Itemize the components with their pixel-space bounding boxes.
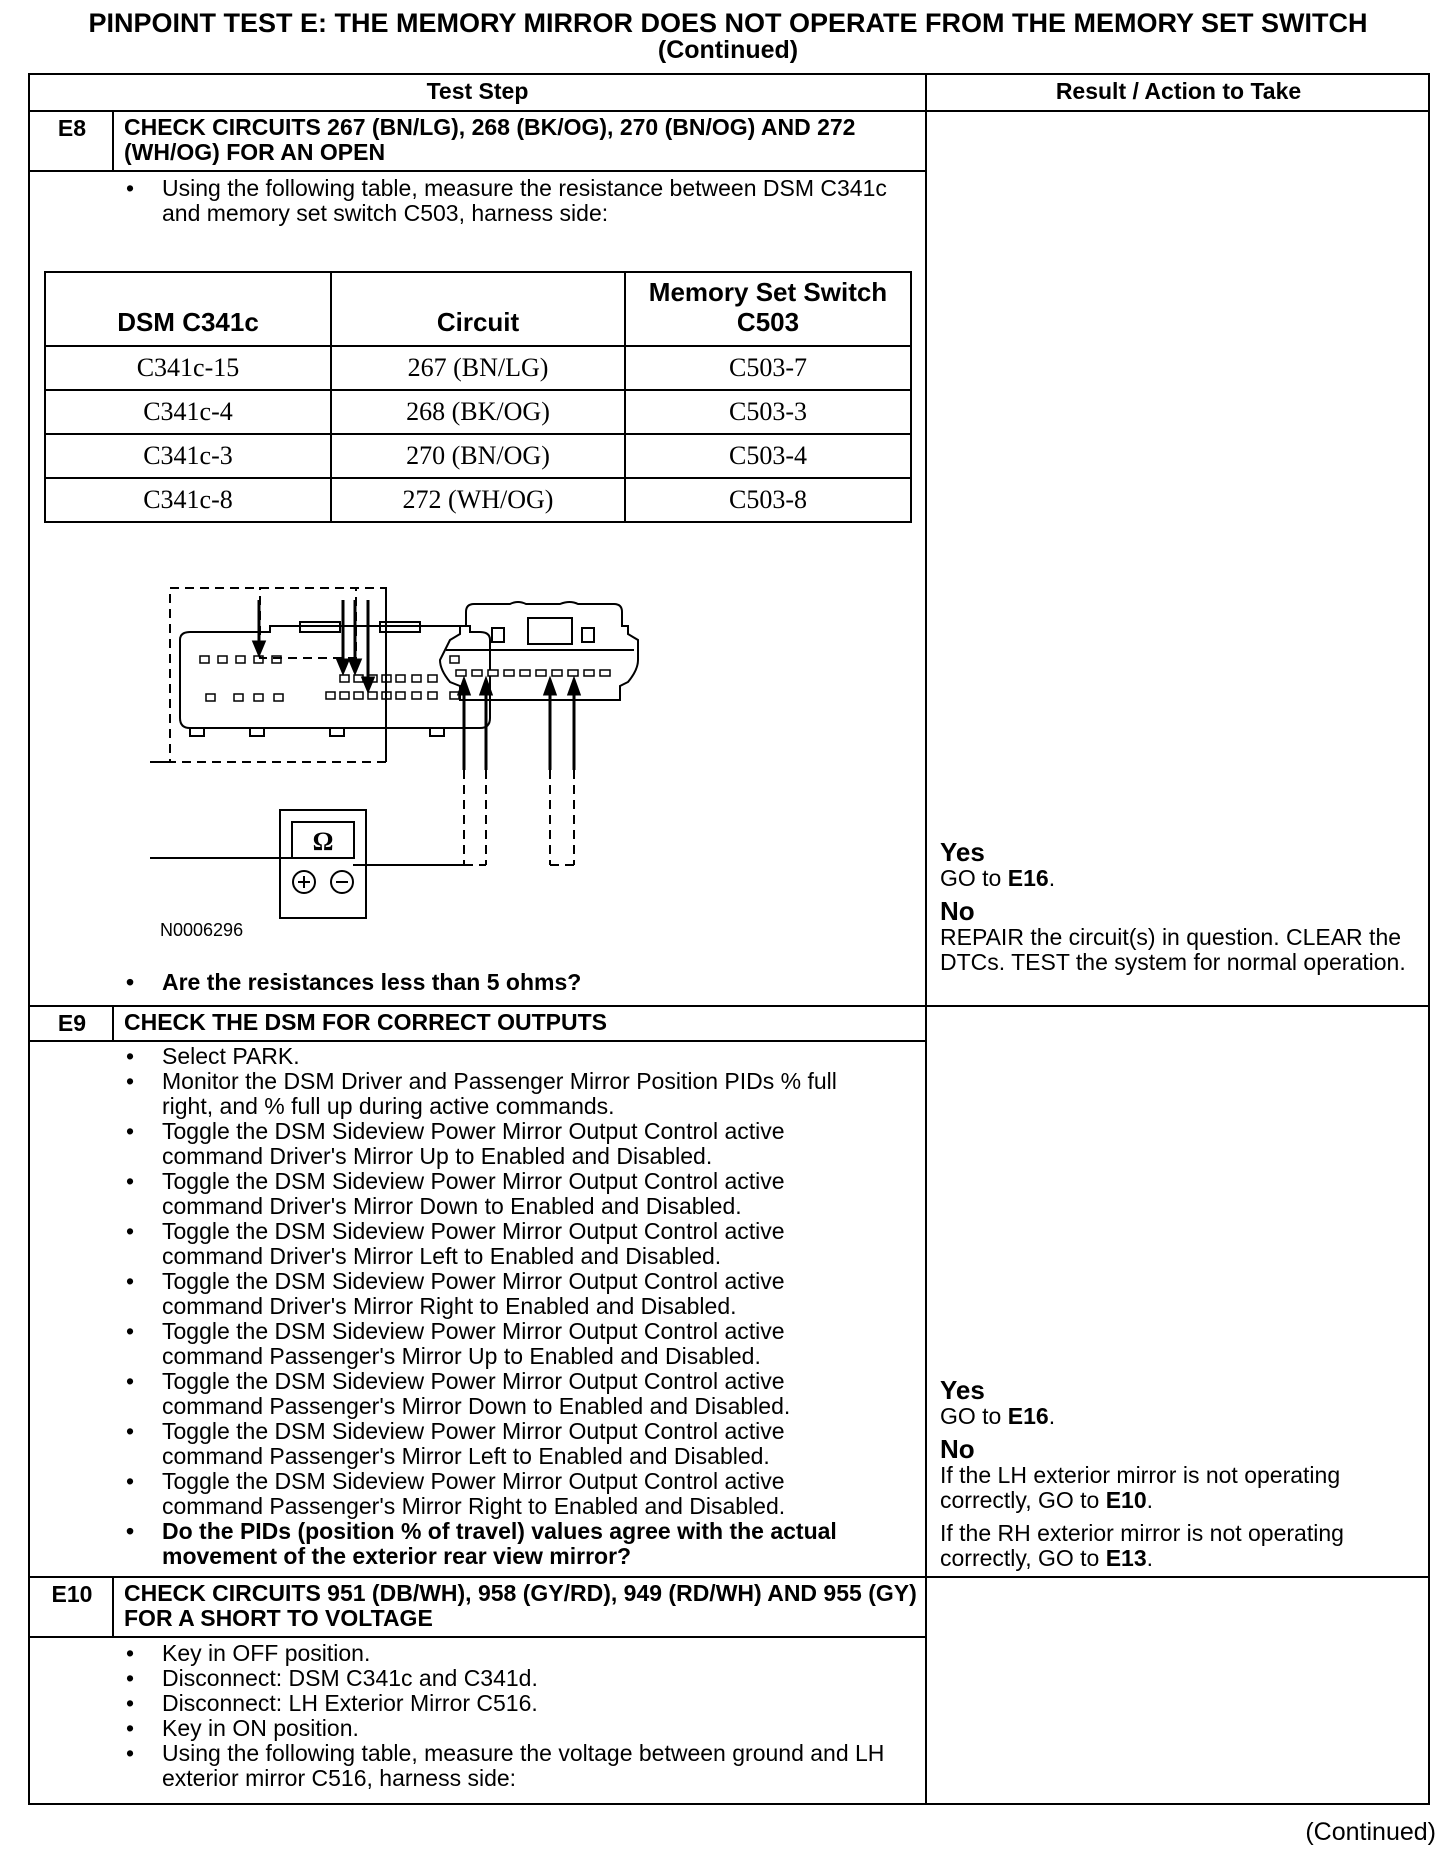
- list-item: • Select PARK.: [126, 1044, 886, 1069]
- list-item: • Toggle the DSM Sideview Power Mirror Output Control active command Driver's Mirror Down to Enabled and Disabled.: [126, 1169, 886, 1219]
- list-item: • Toggle the DSM Sideview Power Mirror Output Control active command Passenger's Mirror Down to Enabled and Disabled.: [126, 1369, 886, 1419]
- ohm-symbol: Ω: [312, 827, 334, 856]
- continued-footer: (Continued): [1305, 1818, 1436, 1846]
- e8-title-divider: [28, 170, 926, 172]
- dsm-pins: [200, 656, 459, 701]
- header-divider: [28, 110, 1430, 112]
- list-item: • Disconnect: DSM C341c and C341d.: [126, 1666, 886, 1691]
- no-label: No: [940, 1434, 975, 1464]
- list-item: • Are the resistances less than 5 ohms?: [126, 970, 906, 995]
- list-item: • Toggle the DSM Sideview Power Mirror Output Control active command Driver's Mirror Right to Enabled and Disabled.: [126, 1269, 886, 1319]
- title-line1: PINPOINT TEST E: THE MEMORY MIRROR DOES NOT OPERATE FROM THE MEMORY SET SWITCH: [88, 8, 1368, 38]
- column-divider: [925, 73, 927, 1805]
- step-title-e9: CHECK THE DSM FOR CORRECT OUTPUTS: [124, 1009, 607, 1035]
- list-item: • Using the following table, measure the resistance between DSM C341c and memory set switch C503, harness side:: [126, 176, 906, 226]
- yes-label: Yes: [940, 1375, 985, 1405]
- step-id-e10: E10: [51, 1581, 93, 1607]
- table-header: DSM C341c: [45, 272, 331, 346]
- e9-e10-divider: [28, 1576, 1430, 1578]
- e8-e9-divider: [28, 1005, 1430, 1007]
- list-item: • Using the following table, measure the voltage between ground and LH exterior mirror C516, harness side:: [126, 1741, 886, 1791]
- table-row: C341c-3 270 (BN/OG) C503-4: [45, 434, 911, 478]
- no-action-rh: If the RH exterior mirror is not operating correctly, GO to E13.: [940, 1520, 1344, 1571]
- list-item: • Toggle the DSM Sideview Power Mirror Output Control active command Passenger's Mirror Right to Enabled and Disabled.: [126, 1469, 886, 1519]
- table-header: Circuit: [331, 272, 625, 346]
- header-result: Result / Action to Take: [1055, 78, 1302, 104]
- no-action-lh: If the LH exterior mirror is not operating correctly, GO to E10.: [940, 1462, 1341, 1513]
- list-item: • Do the PIDs (position % of travel) values agree with the actual movement of the exterior rear view mirror?: [126, 1519, 886, 1569]
- e9-result: [940, 1372, 1420, 1571]
- step-id-e8: E8: [57, 115, 87, 141]
- table-header: Memory Set Switch C503: [625, 272, 911, 346]
- e10-instructions: [126, 1641, 886, 1791]
- table-row: C341c-15 267 (BN/LG) C503-7: [45, 346, 911, 390]
- switch-probes: [459, 680, 579, 770]
- connector-diagram: [150, 570, 780, 930]
- e10-title-divider: [28, 1636, 926, 1638]
- step-title-e10: CHECK CIRCUITS 951 (DB/WH), 958 (GY/RD), 949 (RD/WH) AND 955 (GY) FOR A SHORT TO VOLTAGE: [124, 1580, 917, 1631]
- list-item: • Toggle the DSM Sideview Power Mirror Output Control active command Driver's Mirror Up to Enabled and Disabled.: [126, 1119, 886, 1169]
- table-row: C341c-8 272 (WH/OG) C503-8: [45, 478, 911, 522]
- e8-instructions: [126, 176, 906, 226]
- list-item: • Toggle the DSM Sideview Power Mirror Output Control active command Passenger's Mirror Left to Enabled and Disabled.: [126, 1419, 886, 1469]
- switch-probe-lines: [464, 770, 574, 865]
- memory-switch-connector: [440, 602, 638, 700]
- list-item: • Monitor the DSM Driver and Passenger Mirror Position PIDs % full right, and % full up during active commands.: [126, 1069, 886, 1119]
- no-label: No: [940, 896, 975, 926]
- e8-result: [940, 834, 1420, 975]
- yes-action: GO to E16.: [940, 1403, 1056, 1429]
- list-item: • Key in OFF position.: [126, 1641, 886, 1666]
- e8-connector-table: [44, 271, 912, 523]
- step-title-e8: CHECK CIRCUITS 267 (BN/LG), 268 (BK/OG), 270 (BN/OG) AND 272 (WH/OG) FOR AN OPEN: [124, 114, 856, 165]
- dsm-connector: [180, 622, 490, 736]
- switch-pins: [456, 670, 610, 676]
- title-line2: (Continued): [657, 36, 799, 64]
- list-item: • Key in ON position.: [126, 1716, 886, 1741]
- yes-label: Yes: [940, 837, 985, 867]
- yes-action: GO to E16.: [940, 865, 1056, 891]
- meter-leads: [150, 762, 464, 865]
- e8-question: [126, 970, 906, 995]
- list-item: • Toggle the DSM Sideview Power Mirror Output Control active command Passenger's Mirror Up to Enabled and Disabled.: [126, 1319, 886, 1369]
- header-test-step: Test Step: [426, 78, 529, 104]
- e9-title-divider: [28, 1040, 926, 1042]
- step-id-e9: E9: [57, 1010, 87, 1036]
- figure-code: N0006296: [160, 920, 244, 940]
- e9-instructions: [126, 1044, 886, 1569]
- no-action: REPAIR the circuit(s) in question. CLEAR the DTCs. TEST the system for normal operation.: [940, 924, 1406, 975]
- table-row: C341c-4 268 (BK/OG) C503-3: [45, 390, 911, 434]
- list-item: • Disconnect: LH Exterior Mirror C516.: [126, 1691, 886, 1716]
- page-title: [0, 10, 1456, 63]
- list-item: • Toggle the DSM Sideview Power Mirror Output Control active command Driver's Mirror Left to Enabled and Disabled.: [126, 1219, 886, 1269]
